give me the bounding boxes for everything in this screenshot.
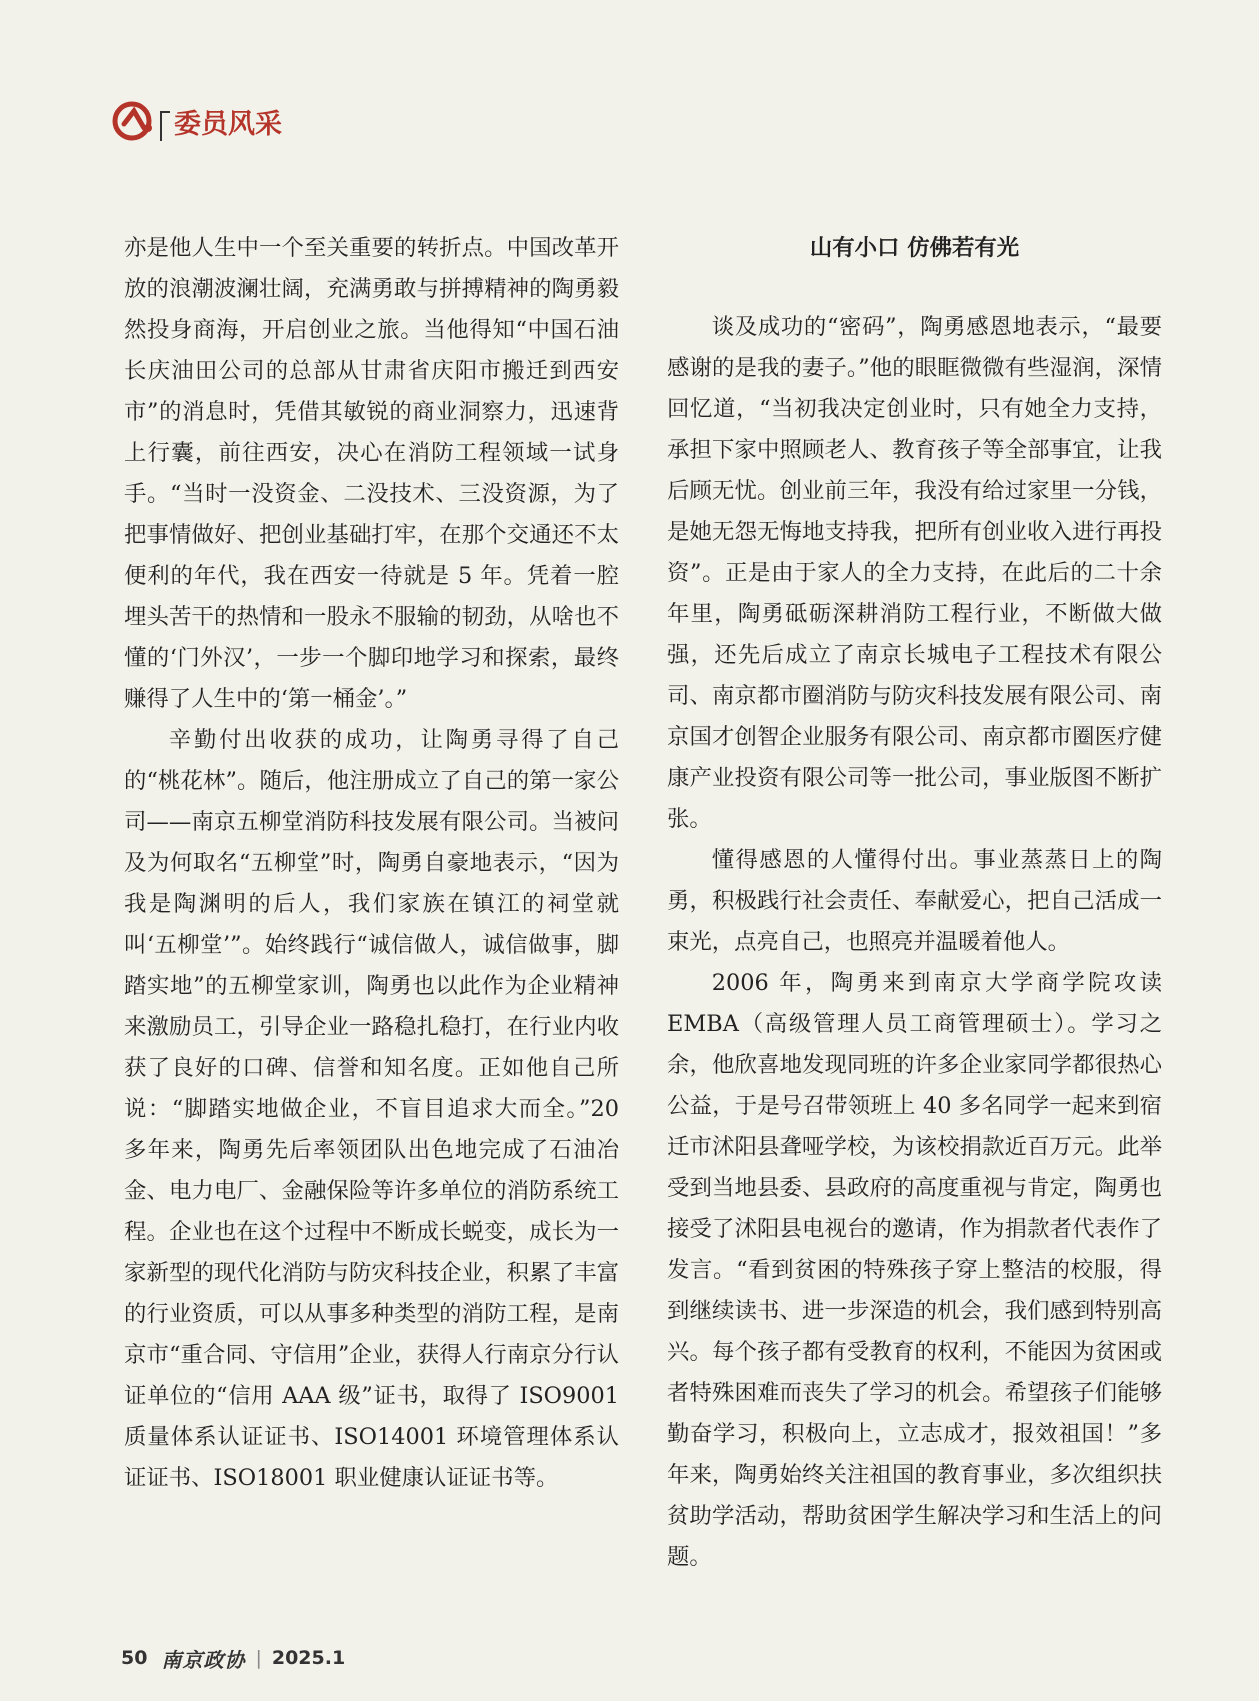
footer-separator: | [255, 1647, 262, 1669]
page-number: 50 [121, 1647, 148, 1669]
paragraph: 谈及成功的“密码”，陶勇感恩地表示，“最要感谢的是我的妻子。”他的眼眶微微有些湿润，深情回忆道，“当初我决定创业时，只有她全力支持，承担下家中照顾老人、教育孩子等全部事宜，让我后顾无忧。创业前三年，我没有给过家里一分钱，是她无怨无悔地支持我，把所有创业收入进行再投资”。正是由于家人的全力支持，在此后的二十余年里，陶勇砥砺深耕消防工程行业，不断做大做强，还先后成立了南京长城电子工程技术有限公司、南京都市圈消防与防灾科技发展有限公司、南京国才创智企业服务有限公司、南京都市圈医疗健康产业投资有限公司等一批公司，事业版图不断扩张。 [667, 314, 1162, 832]
header-bracket [160, 111, 170, 141]
article-column-left [124, 228, 619, 1499]
article-column-right [667, 228, 1162, 1578]
paragraph: 辛勤付出收获的成功，让陶勇寻得了自己的“桃花林”。随后，他注册成立了自己的第一家公司——南京五柳堂消防科技发展有限公司。当被问及为何取名“五柳堂”时，陶勇自豪地表示，“因为我是陶渊明的后人，我们家族在镇江的祠堂就叫‘五柳堂’”。始终践行“诚信做人，诚信做事，脚踏实地”的五柳堂家训，陶勇也以此作为企业精神来激励员工，引导企业一路稳扎稳打，在行业内收获了良好的口碑、信誉和知名度。正如他自己所说：“脚踏实地做企业，不盲目追求大而全。”20 多年来，陶勇先后率领团队出色地完成了石油冶金、电力电厂、金融保险等许多单位的消防系统工程。企业也在这个过程中不断成长蜕变，成长为一家新型的现代化消防与防灾科技企业，积累了丰富的行业资质，可以从事多种类型的消防工程，是南京市“重合同、守信用”企业，获得人行南京分行认证单位的“信用 AAA 级”证书，取得了 ISO9001 质量体系认证证书、ISO14001 环境管理体系认证证书、ISO18001 职业健康认证证书等。 [124, 727, 619, 1491]
paragraph: 懂得感恩的人懂得付出。事业蒸蒸日上的陶勇，积极践行社会责任、奉献爱心，把自己活成一束光，点亮自己，也照亮并温暖着他人。 [667, 847, 1162, 955]
page-header [112, 96, 282, 146]
committee-logo-icon [112, 98, 158, 144]
page-footer [121, 1643, 345, 1673]
magazine-name: 南京政协 [161, 1647, 246, 1672]
issue-number: 2025.1 [271, 1647, 346, 1669]
section-subheading: 山有小口 仿佛若有光 [809, 235, 1020, 261]
section-name: 委员风采 [174, 108, 282, 140]
paragraph: 亦是他人生中一个至关重要的转折点。中国改革开放的浪潮波澜壮阔，充满勇敢与拼搏精神的陶勇毅然投身商海，开启创业之旅。当他得知“中国石油长庆油田公司的总部从甘肃省庆阳市搬迁到西安市”的消息时，凭借其敏锐的商业洞察力，迅速背上行囊，前往西安，决心在消防工程领域一试身手。“当时一没资金、二没技术、三没资源，为了把事情做好、把创业基础打牢，在那个交通还不太便利的年代，我在西安一待就是 5 年。凭着一腔埋头苦干的热情和一股永不服输的韧劲，从啥也不懂的‘门外汉’，一步一个脚印地学习和探索，最终赚得了人生中的‘第一桶金’。” [124, 235, 619, 712]
paragraph: 2006 年，陶勇来到南京大学商学院攻读 EMBA（高级管理人员工商管理硕士）。学习之余，他欣喜地发现同班的许多企业家同学都很热心公益，于是号召带领班上 40 多名同学一起来到宿迁市沭阳县聋哑学校，为该校捐款近百万元。此举受到当地县委、县政府的高度重视与肯定，陶勇也接受了沭阳县电视台的邀请，作为捐款者代表作了发言。“看到贫困的特殊孩子穿上整洁的校服，得到继续读书、进一步深造的机会，我们感到特别高兴。每个孩子都有受教育的权利，不能因为贫困或者特殊困难而丧失了学习的机会。希望孩子们能够勤奋学习，积极向上，立志成才，报效祖国！”多年来，陶勇始终关注祖国的教育事业，多次组织扶贫助学活动，帮助贫困学生解决学习和生活上的问题。 [667, 970, 1162, 1570]
